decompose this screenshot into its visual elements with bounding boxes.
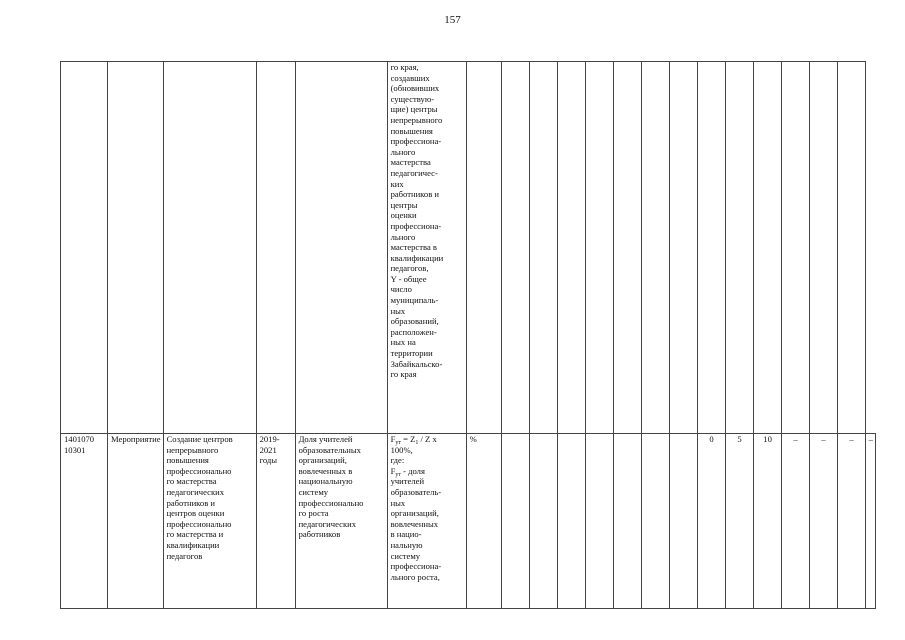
cell-empty [809, 62, 837, 434]
cell-empty [697, 62, 725, 434]
formula-text: = Z [400, 434, 416, 444]
value-cell [585, 434, 613, 609]
value-cell [501, 434, 529, 609]
formula-text: - доля учителей образователь- ных организаций, вовлеченных в нацио- нальную систему профессиона- льного роста, [390, 465, 442, 582]
value-cell [669, 434, 697, 609]
value-cell: – [781, 434, 809, 609]
period-cell: 2019- 2021 годы [256, 434, 295, 609]
value-cell [641, 434, 669, 609]
value-cell: – [837, 434, 865, 609]
type-cell: Мероприятие [108, 434, 164, 609]
table-row-continued [61, 62, 876, 434]
formula-cell [387, 434, 466, 609]
cell-empty [753, 62, 781, 434]
cell-empty [163, 62, 256, 434]
formula-subscript: ут [395, 440, 401, 446]
cell-empty [466, 62, 501, 434]
name-cell: Создание центров непрерывного повышения профессионально го мастерства педагогических работников и центров оценки профессионально го мастерства и квалификации педагогов [163, 434, 256, 609]
formula-symbol: F [390, 465, 396, 476]
indicator-cell: Доля учителей образовательных организаций, вовлеченных в национальную систему профессионально го роста педагогических работников [295, 434, 387, 609]
cell-empty [585, 62, 613, 434]
cell-empty [613, 62, 641, 434]
cell-empty [529, 62, 557, 434]
formula-text: / Z x 100%, где: [390, 434, 437, 466]
cell-empty [501, 62, 529, 434]
code-cell: 1401070 10301 [61, 434, 108, 609]
formula-subscript: ут [395, 471, 401, 478]
formula-subscript: 1 [415, 440, 419, 446]
formula-continuation-cell: го края, создавших (обновивших существую- щие) центры непрерывного повышения профессиона- льного мастерства педагогичес- ких работников и центры оценки профессиона- льного мастерства в квалификации педагогов, Y - общее число муниципаль- ных образований, расположен- ных на территории Забайкальско- го края [387, 62, 466, 434]
cell-empty [669, 62, 697, 434]
value-cell [613, 434, 641, 609]
cell-empty [725, 62, 753, 434]
cell-empty [295, 62, 387, 434]
value-cell: – [809, 434, 837, 609]
value-cell: 5 [725, 434, 753, 609]
value-cell: – [865, 434, 875, 609]
formula-symbol: F [390, 434, 396, 444]
cell-empty [557, 62, 585, 434]
cell-empty [61, 62, 108, 434]
cell-empty [781, 62, 809, 434]
cell-empty [256, 62, 295, 434]
cell-empty [641, 62, 669, 434]
cell-empty [108, 62, 164, 434]
value-cell [557, 434, 585, 609]
value-cell: 10 [753, 434, 781, 609]
page-number: 157 [444, 14, 461, 26]
indicators-table [60, 61, 876, 609]
table-row-main [61, 434, 876, 609]
unit-cell: % [466, 434, 501, 609]
cell-empty [837, 62, 865, 434]
value-cell [529, 434, 557, 609]
value-cell: 0 [697, 434, 725, 609]
